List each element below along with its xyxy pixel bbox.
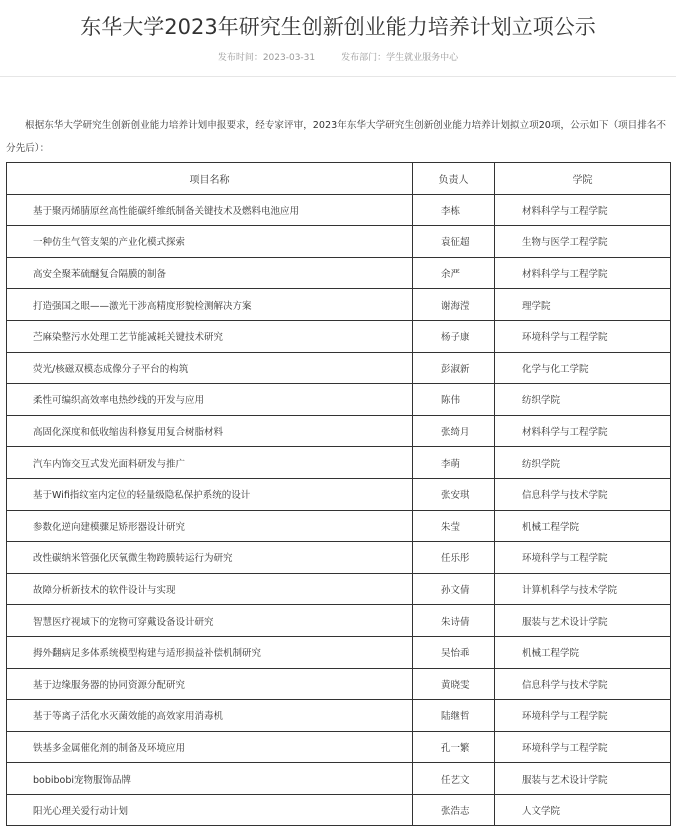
project-name-cell: 铁基多金属催化剂的制备及环境应用 bbox=[7, 731, 413, 763]
leader-cell: 李萌 bbox=[413, 447, 495, 479]
article-meta bbox=[0, 52, 676, 64]
table-row bbox=[7, 636, 671, 668]
table-row bbox=[7, 226, 671, 258]
project-name-cell: 拇外翻病足多体系统模型构建与适形损益补偿机制研究 bbox=[7, 636, 413, 668]
college-cell: 信息科学与技术学院 bbox=[495, 668, 671, 700]
project-name-cell: 参数化逆向建模骤足矫形器设计研究 bbox=[7, 510, 413, 542]
leader-cell: 吴怡乖 bbox=[413, 636, 495, 668]
table-row bbox=[7, 415, 671, 447]
leader-cell: 任乐彤 bbox=[413, 542, 495, 574]
college-cell: 环境科学与工程学院 bbox=[495, 320, 671, 352]
table-row bbox=[7, 320, 671, 352]
project-name-cell: 柔性可编织高效率电热纱线的开发与应用 bbox=[7, 384, 413, 416]
college-cell: 环境科学与工程学院 bbox=[495, 700, 671, 732]
table-row bbox=[7, 510, 671, 542]
college-cell: 计算机科学与技术学院 bbox=[495, 573, 671, 605]
publisher: 学生就业服务中心 bbox=[386, 53, 459, 63]
publisher-label: 发布部门： bbox=[341, 53, 387, 63]
leader-cell: 任艺文 bbox=[413, 763, 495, 795]
college-cell: 环境科学与工程学院 bbox=[495, 731, 671, 763]
table-row bbox=[7, 668, 671, 700]
college-cell: 机械工程学院 bbox=[495, 510, 671, 542]
leader-cell: 杨子康 bbox=[413, 320, 495, 352]
table-row bbox=[7, 289, 671, 321]
project-name-cell: 荧光/核磁双模态成像分子平台的构筑 bbox=[7, 352, 413, 384]
college-cell: 材料科学与工程学院 bbox=[495, 257, 671, 289]
college-cell: 信息科学与技术学院 bbox=[495, 478, 671, 510]
header-project-name: 项目名称 bbox=[7, 163, 413, 195]
leader-cell: 彭淑新 bbox=[413, 352, 495, 384]
table-row bbox=[7, 542, 671, 574]
table-row bbox=[7, 384, 671, 416]
college-cell: 环境科学与工程学院 bbox=[495, 542, 671, 574]
project-name-cell: 高安全聚苯硫醚复合隔膜的制备 bbox=[7, 257, 413, 289]
college-cell: 化学与化工学院 bbox=[495, 352, 671, 384]
leader-cell: 袁征超 bbox=[413, 226, 495, 258]
leader-cell: 黄晓雯 bbox=[413, 668, 495, 700]
table-row bbox=[7, 605, 671, 637]
project-name-cell: 苎麻染整污水处理工艺节能减耗关键技术研究 bbox=[7, 320, 413, 352]
leader-cell: 余严 bbox=[413, 257, 495, 289]
college-cell: 材料科学与工程学院 bbox=[495, 415, 671, 447]
leader-cell: 张绮月 bbox=[413, 415, 495, 447]
table-row bbox=[7, 573, 671, 605]
publish-time: 2023-03-31 bbox=[262, 53, 316, 63]
table-row bbox=[7, 352, 671, 384]
project-name-cell: 一种仿生气管支架的产业化模式探索 bbox=[7, 226, 413, 258]
college-cell: 生物与医学工程学院 bbox=[495, 226, 671, 258]
project-name-cell: 基于Wifi指纹室内定位的轻量级隐私保护系统的设计 bbox=[7, 478, 413, 510]
leader-cell: 谢海滢 bbox=[413, 289, 495, 321]
table-header-row bbox=[7, 163, 671, 195]
table-row bbox=[7, 447, 671, 479]
leader-cell: 陆继哲 bbox=[413, 700, 495, 732]
table-row bbox=[7, 478, 671, 510]
college-cell: 纺织学院 bbox=[495, 447, 671, 479]
projects-table bbox=[6, 162, 671, 826]
college-cell: 服装与艺术设计学院 bbox=[495, 605, 671, 637]
intro-paragraph: 根据东华大学研究生创新创业能力培养计划申报要求，经专家评审，2023年东华大学研究生创新创业能力培养计划拟立项20项，公示如下（项目排名不分先后）： bbox=[6, 120, 667, 154]
table-row bbox=[7, 731, 671, 763]
leader-cell: 陈伟 bbox=[413, 384, 495, 416]
leader-cell: 孙文倩 bbox=[413, 573, 495, 605]
table-row bbox=[7, 700, 671, 732]
project-name-cell: 故障分析新技术的软件设计与实现 bbox=[7, 573, 413, 605]
project-name-cell: 高固化深度和低收缩齿科修复用复合树脂材料 bbox=[7, 415, 413, 447]
table-row bbox=[7, 257, 671, 289]
college-cell: 机械工程学院 bbox=[495, 636, 671, 668]
project-name-cell: bobibobi宠物服饰品牌 bbox=[7, 763, 413, 795]
project-name-cell: 改性碳纳米管强化厌氧微生物跨膜转运行为研究 bbox=[7, 542, 413, 574]
leader-cell: 孔一繁 bbox=[413, 731, 495, 763]
project-name-cell: 打造强国之眼——激光干涉高精度形貌检测解决方案 bbox=[7, 289, 413, 321]
table-row bbox=[7, 763, 671, 795]
college-cell: 材料科学与工程学院 bbox=[495, 194, 671, 226]
header-college: 学院 bbox=[495, 163, 671, 195]
page-title: 东华大学2023年研究生创新创业能力培养计划立项公示 bbox=[80, 15, 596, 39]
project-name-cell: 智慧医疗视域下的宠物可穿戴设备设计研究 bbox=[7, 605, 413, 637]
leader-cell: 朱诗倩 bbox=[413, 605, 495, 637]
project-name-cell: 基于等离子活化水灭菌效能的高效家用消毒机 bbox=[7, 700, 413, 732]
college-cell: 理学院 bbox=[495, 289, 671, 321]
table-row bbox=[7, 794, 671, 826]
title-divider bbox=[0, 76, 676, 77]
publish-time-label: 发布时间： bbox=[217, 53, 263, 63]
project-name-cell: 汽车内饰交互式发光面料研发与推广 bbox=[7, 447, 413, 479]
college-cell: 纺织学院 bbox=[495, 384, 671, 416]
college-cell: 服装与艺术设计学院 bbox=[495, 763, 671, 795]
header-leader: 负责人 bbox=[413, 163, 495, 195]
project-name-cell: 阳光心理关爱行动计划 bbox=[7, 794, 413, 826]
project-name-cell: 基于边缘服务器的协同资源分配研究 bbox=[7, 668, 413, 700]
leader-cell: 朱莹 bbox=[413, 510, 495, 542]
project-name-cell: 基于聚丙烯腈原丝高性能碳纤维纸制备关键技术及燃料电池应用 bbox=[7, 194, 413, 226]
table-row bbox=[7, 194, 671, 226]
leader-cell: 张安琪 bbox=[413, 478, 495, 510]
leader-cell: 张浩志 bbox=[413, 794, 495, 826]
college-cell: 人文学院 bbox=[495, 794, 671, 826]
leader-cell: 李栋 bbox=[413, 194, 495, 226]
